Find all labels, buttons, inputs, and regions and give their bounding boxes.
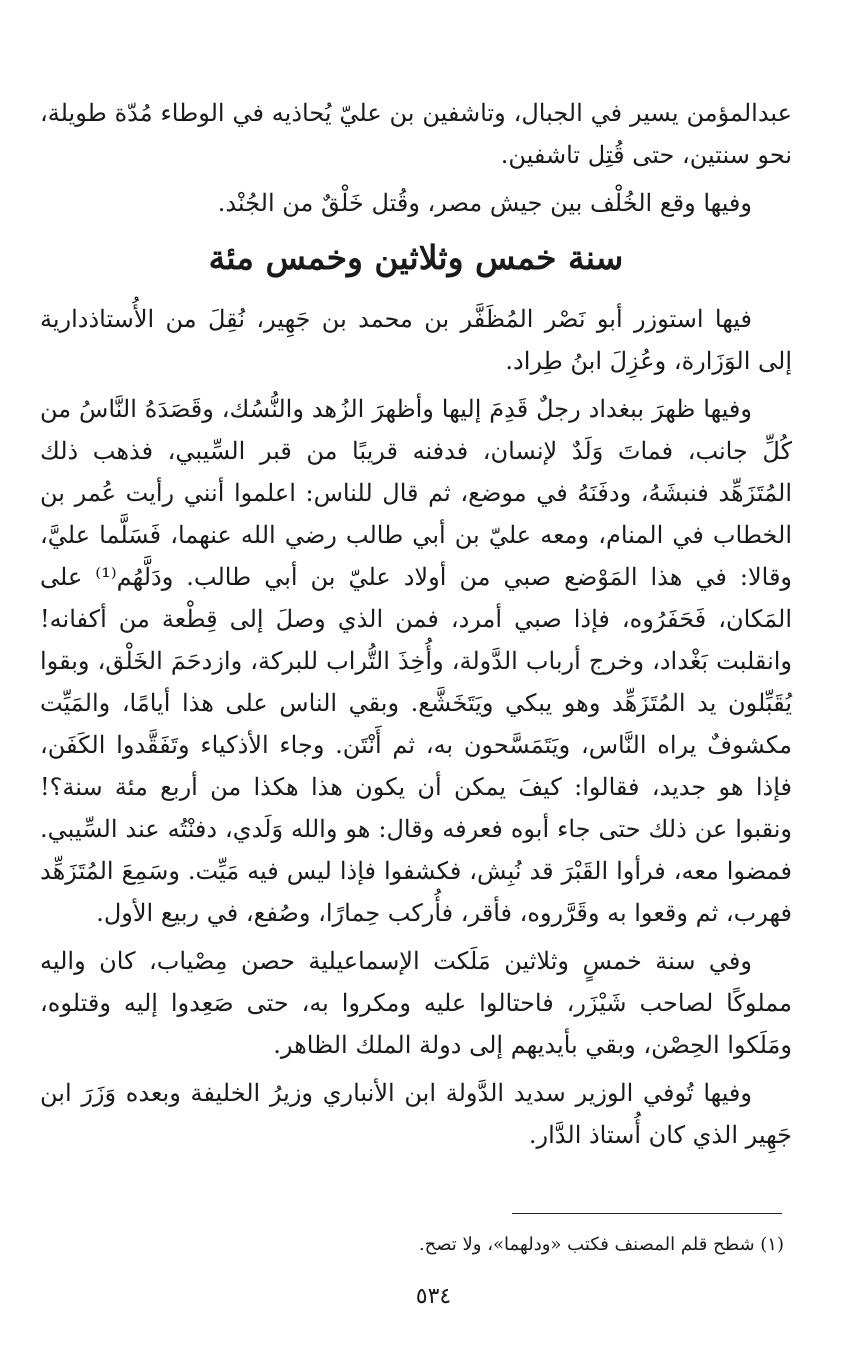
year-heading: سنة خمس وثلاثين وخمس مئة (208, 238, 624, 277)
paragraph-ascetic-story: وفيها ظهرَ ببغداد رجلٌ قَدِمَ إليها وأظهرَ الزُهد والنُّسُك، وقَصَدَهُ النَّاسُ من كُلِّ جانب، فماتَ وَلَدٌ لإنسان، فدفنه قريبًا من قبر السِّيبي، فذهب ذلك المُتَزَهِّد فنبشَهُ، ودفَنَهُ في موضع، ثم قال للناس: اعلموا أنني رأيت عُمر بن الخطاب في المنام، ومعه عليّ بن أبي طالب رضي الله عنهما، فَسَلَّما عليَّ، وقالا: في هذا المَوْضع صبي من أولاد عليّ بن أبي طالب. ودَلَّهُم⁽¹⁾ على المَكان، فَحَفَرُوه، فإذا صبي أمرد، فمن الذي وصلَ إلى قِطْعة من أكفانه! وانقلبت بَغْداد، وخرج أرباب الدَّولة، وأُخِذَ التُّراب للبركة، وازدحَمَ الخَلْق، وبقوا يُقَبِّلون يد المُتَزَهِّد وهو يبكي ويَتَخَشَّع. وبقي الناس على هذا أيامًا، والمَيِّت مكشوفٌ يراه النَّاس، ويَتَمَسَّحون به، ثم أَنْتَن. وجاء الأذكياء وتَفَقَّدوا الكَفَن، فإذا هو جديد، فقالوا: كيفَ يمكن أن يكون هذا هكذا من أربع مئة سنة؟! ونقبوا عن ذلك حتى جاء أبوه فعرفه وقال: هو والله وَلَدي، دفنْتُه عند السِّيبي. فمضوا معه، فرأوا القَبْرَ قد نُبِش، فكشفوا فإذا ليس فيه مَيِّت. وسَمِعَ المُتَزَهِّد فهرب، ثم وقعوا به وقَرَّروه، فأقر، فأُركب حِمارًا، وصُفع، في ربيع الأول. (40, 395, 793, 927)
footnote: (١) شطح قلم المصنف فكتب «ودلهما»، ولا تصح. (418, 1234, 784, 1255)
paragraph-continuation: عبدالمؤمن يسير في الجبال، وتاشفين بن عليّ يُحاذيه في الوطاء مُدّة طويلة، نحو سنتين، حتى قُتِل تاشفين. (40, 99, 792, 169)
paragraph-masyaf-fortress: وفي سنة خمسٍ وثلاثين مَلَكت الإسماعيلية حصن مِصْياب، كان واليه مملوكًا لصاحب شَيْزَر، فاحتالوا عليه ومكروا به، حتى صَعِدوا إليه وقتلوه، ومَلَكوا الحِصْن، وبقي بأيديهم إلى دولة الملك الظاهر. (40, 947, 792, 1059)
page-body (40, 92, 792, 1162)
paragraph-vizier-death: وفيها تُوفي الوزير سديد الدَّولة ابن الأنباري وزيرُ الخليفة وبعده وَزَرَ ابن جَهِير الذي كان أُستاذ الدَّار. (40, 1079, 792, 1149)
paragraph-army-dispute: وفيها وقع الخُلْف بين جيش مصر، وقُتل خَلْقٌ من الجُنْد. (217, 189, 752, 217)
footnote-divider (512, 1213, 782, 1214)
page-number: ٥٣٤ (415, 1284, 452, 1309)
paragraph-vizier-appointment: فيها استوزر أبو نَصْر المُظَفَّر بن محمد بن جَهِير، نُقِلَ من الأُستاذدارية إلى الوَزَارة، وعُزِلَ ابنُ طِراد. (40, 305, 792, 375)
